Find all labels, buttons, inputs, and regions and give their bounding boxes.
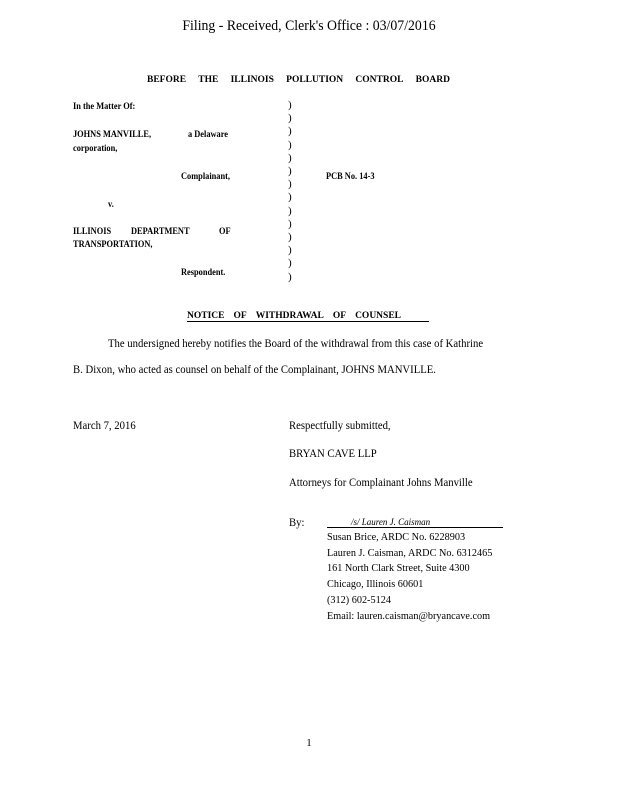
complainant-corp: corporation, [73,144,118,154]
notice-title-word: COUNSEL [355,311,401,321]
by-label: By: [289,517,305,529]
law-firm-name: BRYAN CAVE LLP [289,448,377,460]
complainant-name: JOHNS MANVILLE, [73,130,152,140]
case-number: PCB No. 14-3 [326,172,375,182]
in-the-matter: In the Matter Of: [73,102,136,112]
caption-word: ILLINOIS [230,75,274,85]
attorney-line: Susan Brice, ARDC No. 6228903 [327,531,466,543]
versus: v. [108,200,114,210]
notice-body-line-2: B. Dixon, who acted as counsel on behalf of the Complainant, JOHNS MANVILLE. [73,364,436,376]
page-number: 1 [306,737,312,749]
address-line: 161 North Clark Street, Suite 4300 [327,562,470,575]
caption-word: BEFORE [147,75,187,85]
caption-word: CONTROL [355,75,404,85]
attorney-line: Lauren J. Caisman, ARDC No. 6312465 [327,546,493,559]
complainant-role: Complainant, [181,172,231,182]
phone-line: (312) 602-5124 [327,593,391,606]
attorney-contact-block [327,530,492,624]
email-line: Email: lauren.caisman@bryancave.com [327,609,491,622]
respectfully-submitted: Respectfully submitted, [289,420,391,432]
notice-body-line-1: The undersigned hereby notifies the Board of the withdrawal from this case of Kathrine [108,338,484,350]
city-line: Chicago, Illinois 60601 [327,578,424,591]
caption-word: POLLUTION [286,75,344,85]
respondent-name-2: TRANSPORTATION, [73,240,153,250]
signature-line: /s/ Lauren J. Caisman [327,517,503,528]
complainant-desc: a Delaware [188,130,229,140]
notice-title-word: WITHDRAWAL [255,311,324,321]
caption-word: THE [198,75,219,85]
signature-date: March 7, 2016 [73,420,136,432]
notice-title-word: NOTICE [187,311,225,321]
respondent-name-1a: ILLINOIS [73,227,112,237]
filing-stamp: Filing - Received, Clerk's Office : 03/07/2016 [182,18,436,34]
notice-title-word: OF [332,311,347,321]
caption-parentheses: ) ) ) ) ) ) ) ) ) ) ) ) ) ) [288,99,292,283]
board-caption-title [147,75,450,85]
attorneys-for-line: Attorneys for Complainant Johns Manville [289,477,473,489]
caption-word: BOARD [415,75,450,85]
notice-title-word: OF [233,311,247,321]
notice-title [187,311,429,322]
respondent-name-1b: DEPARTMENT [131,227,190,237]
respondent-role: Respondent. [181,268,226,278]
respondent-name-1c: OF [219,227,231,237]
